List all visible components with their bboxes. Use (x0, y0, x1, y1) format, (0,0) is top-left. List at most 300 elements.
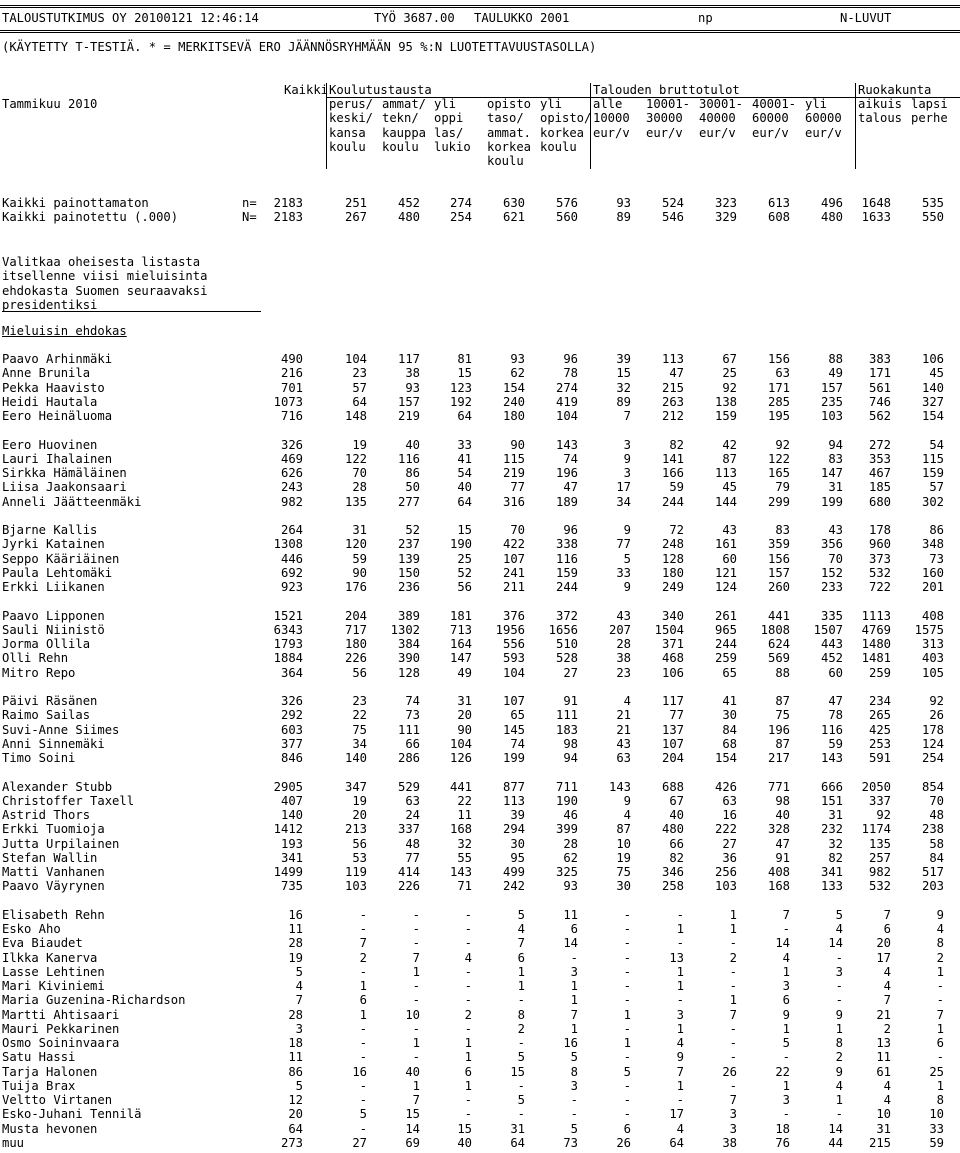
table-cell: 176 (344, 580, 367, 594)
candidate-name: Martti Ahtisaari (2, 1007, 120, 1022)
table-cell: 104 (502, 665, 525, 680)
table-cell: 9 (782, 1007, 790, 1022)
table-cell: 32 (616, 380, 631, 395)
table-cell: 1 (359, 1007, 367, 1022)
table-cell: 44 (828, 1135, 843, 1150)
table-cell: 70 (929, 793, 944, 808)
table-cell: 2 (464, 1007, 472, 1022)
table-cell: 1 (729, 993, 737, 1008)
table-cell: 98 (775, 793, 790, 808)
table-cell: 1656 (548, 622, 578, 637)
table-cell: 338 (555, 537, 578, 552)
table-cell: 14 (405, 1121, 420, 1136)
table-cell: 608 (767, 210, 790, 225)
table-cell: 3 (835, 964, 843, 979)
table-cell: 43 (828, 523, 843, 537)
table-cell: 5 (782, 1036, 790, 1050)
table-cell: 25 (457, 551, 472, 566)
candidate-name: Paula Lehtomäki (2, 565, 113, 580)
table-cell: 11 (288, 922, 303, 936)
table-cell: - (729, 964, 737, 979)
column-header-line: kauppa (382, 125, 427, 140)
table-cell: 77 (510, 480, 525, 495)
table-cell: 5 (359, 1107, 367, 1122)
table-cell: 8 (936, 1093, 944, 1107)
column-header-line: keski/ (329, 111, 374, 126)
table-cell: 65 (510, 708, 525, 723)
table-cell: 9 (623, 793, 631, 808)
table-cell: 10 (876, 1107, 891, 1122)
table-cell: 6 (883, 922, 891, 936)
table-cell: 9 (676, 1050, 684, 1065)
table-cell: 613 (767, 196, 790, 210)
table-cell: 168 (767, 879, 790, 894)
table-cell: 103 (820, 409, 843, 423)
table-cell: 14 (828, 1121, 843, 1136)
table-cell: 248 (661, 537, 684, 552)
table-cell: 240 (502, 394, 525, 409)
table-cell: 326 (280, 437, 303, 452)
table-cell: 480 (820, 210, 843, 225)
column-header-line: 60000 (805, 111, 842, 126)
table-cell: 73 (929, 551, 944, 566)
equals-rule-top (0, 5, 960, 8)
table-cell: 60 (828, 665, 843, 680)
group-talouden-bruttotulot: Talouden bruttotulot (593, 83, 740, 97)
table-cell: 22 (775, 1064, 790, 1079)
candidate-name: Eva Biaudet (2, 936, 83, 951)
table-cell: 7 (676, 1064, 684, 1079)
table-cell: 157 (820, 380, 843, 395)
table-cell: 83 (775, 523, 790, 537)
kaikki-header: Kaikki (284, 83, 329, 97)
table-cell: - (570, 1107, 578, 1122)
table-cell: 1 (782, 1078, 790, 1093)
table-cell: 126 (449, 751, 472, 765)
table-cell: - (464, 1021, 472, 1036)
table-cell: 1 (412, 1078, 420, 1093)
table-cell: 23 (352, 366, 367, 381)
table-cell: - (623, 964, 631, 979)
candidate-name: Paavo Lipponen (2, 608, 105, 623)
candidate-name: Pekka Haavisto (2, 380, 105, 395)
table-cell: 441 (449, 779, 472, 794)
table-cell: 150 (397, 565, 420, 580)
table-cell: 233 (820, 580, 843, 594)
candidate-name: Christoffer Taxell (2, 793, 135, 808)
table-cell: 717 (344, 622, 367, 637)
candidate-name: Esko Aho (2, 922, 61, 936)
table-cell: 12 (288, 1093, 303, 1107)
table-cell: 90 (510, 437, 525, 452)
table-cell: 140 (921, 380, 944, 395)
table-cell: 353 (868, 451, 891, 466)
table-cell: 8 (835, 1036, 843, 1050)
candidate-name: Mitro Repo (2, 665, 76, 680)
table-cell: 341 (820, 865, 843, 879)
table-cell: - (412, 922, 420, 936)
table-cell: 316 (502, 494, 525, 509)
table-cell: 241 (502, 565, 525, 580)
table-cell: 105 (921, 665, 944, 680)
table-cell: 171 (767, 380, 790, 395)
header-separator (326, 83, 327, 169)
table-cell: 74 (510, 736, 525, 751)
table-cell: 45 (722, 480, 737, 495)
candidate-name: Jutta Urpilainen (2, 836, 120, 851)
table-cell: 41 (722, 694, 737, 708)
table-cell: 576 (555, 196, 578, 210)
table-cell: 323 (714, 196, 737, 210)
table-cell: 285 (767, 394, 790, 409)
table-cell: - (623, 936, 631, 951)
table-cell: 189 (555, 494, 578, 509)
table-cell: 4 (676, 1036, 684, 1050)
table-cell: 5 (517, 1050, 525, 1065)
table-cell: 235 (820, 394, 843, 409)
table-cell: 122 (344, 451, 367, 466)
table-cell: - (782, 1050, 790, 1065)
table-cell: 43 (616, 608, 631, 623)
table-cell: 272 (868, 437, 891, 452)
candidate-name: Bjarne Kallis (2, 523, 98, 537)
table-cell: 33 (616, 565, 631, 580)
table-cell: 1884 (273, 651, 303, 666)
table-cell: 90 (352, 565, 367, 580)
table-cell: 11 (457, 808, 472, 822)
table-cell: - (517, 1078, 525, 1093)
table-cell: 1 (782, 964, 790, 979)
table-cell: 347 (344, 779, 367, 794)
table-cell: 1507 (813, 622, 843, 637)
table-cell: 4 (782, 950, 790, 965)
table-cell: 1 (623, 1007, 631, 1022)
table-cell: - (412, 1021, 420, 1036)
table-cell: 34 (352, 736, 367, 751)
table-cell: 32 (828, 836, 843, 851)
table-cell: 1 (676, 979, 684, 993)
table-cell: 1 (464, 1050, 472, 1065)
column-header-line: koulu (329, 139, 366, 154)
table-cell: 14 (775, 936, 790, 951)
table-cell: 137 (661, 722, 684, 737)
table-cell: 140 (344, 751, 367, 765)
table-cell: 965 (714, 622, 737, 637)
table-cell: 7 (623, 409, 631, 423)
column-header-line: eur/v (805, 125, 842, 140)
table-cell: 72 (669, 523, 684, 537)
table-cell: 6343 (273, 622, 303, 637)
column-header-line: eur/v (752, 125, 789, 140)
table-cell: 92 (929, 694, 944, 708)
table-cell: 77 (616, 537, 631, 552)
table-cell: 1 (517, 964, 525, 979)
table-cell: 713 (449, 622, 472, 637)
table-cell: 701 (280, 380, 303, 395)
table-cell: 2183 (273, 196, 303, 210)
column-header-line: korkea (487, 139, 532, 154)
candidate-name: Eero Heinäluoma (2, 409, 113, 423)
candidate-name: Erkki Liikanen (2, 580, 105, 594)
table-cell: - (464, 993, 472, 1008)
table-cell: 34 (616, 494, 631, 509)
table-cell: 23 (616, 665, 631, 680)
table-cell: 399 (555, 822, 578, 837)
table-cell: 33 (929, 1121, 944, 1136)
table-cell: 31 (876, 1121, 891, 1136)
table-cell: 8 (570, 1064, 578, 1079)
candidate-name: Heidi Hautala (2, 394, 98, 409)
candidate-name: Maria Guzenina-Richardson (2, 993, 186, 1008)
table-cell: 535 (921, 196, 944, 210)
question-text: ehdokasta Suomen seuraavaksi (2, 283, 208, 298)
candidate-name: Liisa Jaakonsaari (2, 480, 127, 495)
table-cell: 373 (868, 551, 891, 566)
table-cell: 84 (722, 722, 737, 737)
table-cell: 408 (767, 865, 790, 879)
table-cell: 5 (295, 1078, 303, 1093)
table-cell: 139 (397, 551, 420, 566)
table-cell: 3 (782, 1093, 790, 1107)
table-cell: - (464, 907, 472, 922)
table-cell: 6 (623, 1121, 631, 1136)
table-cell: 216 (280, 366, 303, 381)
table-cell: 253 (868, 736, 891, 751)
table-cell: - (936, 1050, 944, 1065)
table-cell: 27 (352, 1135, 367, 1150)
table-cell: 5 (835, 907, 843, 922)
table-cell: 408 (921, 608, 944, 623)
table-cell: - (676, 907, 684, 922)
table-cell: 1575 (914, 622, 944, 637)
table-cell: 63 (775, 366, 790, 381)
table-cell: 117 (661, 694, 684, 708)
table-cell: - (412, 993, 420, 1008)
table-cell: 2 (936, 950, 944, 965)
column-header-line: opisto/ (540, 111, 592, 126)
table-cell: 490 (280, 352, 303, 366)
column-header-line: kansa (329, 125, 366, 140)
table-cell: 83 (828, 451, 843, 466)
table-cell: 135 (344, 494, 367, 509)
table-cell: 193 (280, 836, 303, 851)
table-cell: 40 (775, 808, 790, 822)
table-cell: 77 (405, 850, 420, 865)
table-cell: 21 (876, 1007, 891, 1022)
table-cell: - (676, 1093, 684, 1107)
table-cell: 74 (563, 451, 578, 466)
table-cell: - (729, 936, 737, 951)
table-cell: 89 (616, 210, 631, 225)
test-note: (KÄYTETTY T-TESTIÄ. * = MERKITSEVÄ ERO JÄÄNNÖSRYHMÄÄN 95 %:N LUOTETTAVUUSTASOLLA) (2, 40, 597, 54)
table-cell: 204 (344, 608, 367, 623)
candidate-name: Sirkka Hämäläinen (2, 466, 127, 480)
table-cell: 28 (616, 637, 631, 651)
table-cell: 20 (876, 936, 891, 951)
table-cell: 143 (820, 751, 843, 765)
table-cell: 254 (921, 751, 944, 765)
table-cell: 256 (714, 865, 737, 879)
table-cell: 168 (449, 822, 472, 837)
table-cell: 73 (563, 1135, 578, 1150)
table-cell: 356 (820, 537, 843, 552)
table-cell: 82 (669, 437, 684, 452)
table-cell: - (623, 1050, 631, 1065)
table-cell: 390 (397, 651, 420, 666)
table-cell: 3 (295, 1021, 303, 1036)
column-header-line: koulu (540, 139, 577, 154)
table-cell: - (359, 1078, 367, 1093)
table-cell: - (676, 936, 684, 951)
table-cell: 5 (570, 1050, 578, 1065)
table-cell: 621 (502, 210, 525, 225)
table-cell: 49 (828, 366, 843, 381)
table-cell: 25 (722, 366, 737, 381)
table-cell: 121 (714, 565, 737, 580)
table-cell: 5 (517, 907, 525, 922)
table-cell: - (623, 1093, 631, 1107)
table-cell: 116 (397, 451, 420, 466)
table-cell: 226 (397, 879, 420, 894)
table-cell: 348 (921, 537, 944, 552)
table-cell: 16 (352, 1064, 367, 1079)
table-cell: 30 (510, 836, 525, 851)
column-header-line: ammat/ (382, 97, 427, 111)
table-cell: 7 (782, 907, 790, 922)
table-cell: 71 (457, 879, 472, 894)
table-cell: 166 (661, 466, 684, 480)
table-cell: 603 (280, 722, 303, 737)
table-cell: 28 (288, 1007, 303, 1022)
question-text: itsellenne viisi mieluisinta (2, 269, 208, 284)
table-cell: 96 (563, 523, 578, 537)
table-cell: 7 (729, 1093, 737, 1107)
table-cell: 67 (669, 793, 684, 808)
table-cell: 1 (835, 1021, 843, 1036)
table-cell: 1 (412, 1036, 420, 1050)
table-cell: 328 (767, 822, 790, 837)
table-cell: 113 (502, 793, 525, 808)
table-cell: 1 (412, 964, 420, 979)
table-cell: 1481 (861, 651, 891, 666)
table-cell: 181 (449, 608, 472, 623)
table-cell: 258 (661, 879, 684, 894)
table-cell: 40 (405, 1064, 420, 1079)
table-cell: 196 (767, 722, 790, 737)
table-cell: 122 (767, 451, 790, 466)
table-cell: - (517, 1107, 525, 1122)
table-cell: 3 (570, 964, 578, 979)
table-cell: 4 (835, 922, 843, 936)
table-cell: 106 (921, 352, 944, 366)
table-cell: 195 (767, 409, 790, 423)
table-cell: 6 (782, 993, 790, 1008)
table-cell: 234 (868, 694, 891, 708)
group-ruokakunta: Ruokakunta (858, 83, 932, 97)
column-header-line: oppi (434, 111, 464, 126)
column-header-line: eur/v (699, 125, 736, 140)
table-cell: 63 (616, 751, 631, 765)
table-cell: 57 (352, 380, 367, 395)
table-cell: 154 (502, 380, 525, 395)
table-cell: 383 (868, 352, 891, 366)
table-cell: - (359, 907, 367, 922)
table-cell: 138 (714, 394, 737, 409)
table-cell: - (729, 1050, 737, 1065)
table-cell: 261 (714, 608, 737, 623)
table-cell: 141 (661, 451, 684, 466)
table-cell: 64 (457, 409, 472, 423)
table-cell: 8 (517, 1007, 525, 1022)
table-cell: 7 (412, 950, 420, 965)
table-cell: 59 (352, 551, 367, 566)
table-cell: 116 (555, 551, 578, 566)
table-cell: 133 (820, 879, 843, 894)
table-cell: 1 (464, 1036, 472, 1050)
table-cell: 11 (563, 907, 578, 922)
table-cell: 61 (876, 1064, 891, 1079)
table-cell: 294 (502, 822, 525, 837)
table-cell: - (623, 979, 631, 993)
table-cell: 1 (782, 1021, 790, 1036)
equals-rule-bottom (0, 30, 960, 33)
table-cell: 6 (359, 993, 367, 1008)
table-cell: 94 (828, 437, 843, 452)
candidate-name: Mauri Pekkarinen (2, 1021, 120, 1036)
table-cell: 9 (623, 523, 631, 537)
candidate-name: Tuija Brax (2, 1078, 76, 1093)
table-cell: 4 (623, 694, 631, 708)
subheading: Mieluisin ehdokas (2, 324, 127, 338)
table-cell: 9 (623, 580, 631, 594)
table-cell: 711 (555, 779, 578, 794)
table-cell: 73 (405, 708, 420, 723)
candidate-name: Stefan Wallin (2, 850, 98, 865)
table-cell: 10 (405, 1007, 420, 1022)
table-cell: 419 (555, 394, 578, 409)
table-cell: 87 (775, 736, 790, 751)
table-cell: 171 (868, 366, 891, 381)
candidate-name: Osmo Soininvaara (2, 1036, 120, 1050)
table-cell: 517 (921, 865, 944, 879)
column-header-line: 30001- (699, 97, 744, 111)
table-cell: 93 (405, 380, 420, 395)
column-header-line: perus/ (329, 97, 374, 111)
table-cell: - (517, 1036, 525, 1050)
table-cell: 9 (835, 1064, 843, 1079)
table-cell: 443 (820, 637, 843, 651)
table-cell: 92 (722, 380, 737, 395)
table-cell: 103 (714, 879, 737, 894)
table-cell: 2905 (273, 779, 303, 794)
table-cell: 215 (661, 380, 684, 395)
table-cell: 10 (616, 836, 631, 851)
table-cell: 1 (835, 1093, 843, 1107)
table-cell: 47 (669, 366, 684, 381)
table-cell: 52 (457, 565, 472, 580)
table-cell: 469 (280, 451, 303, 466)
table-cell: 550 (921, 210, 944, 225)
table-cell: 359 (767, 537, 790, 552)
table-cell: 56 (457, 580, 472, 594)
table-cell: - (623, 1107, 631, 1122)
table-cell: 1633 (861, 210, 891, 225)
table-cell: 13 (669, 950, 684, 965)
table-cell: 630 (502, 196, 525, 210)
column-header-line: alle (593, 97, 623, 111)
table-cell: 4 (517, 922, 525, 936)
table-cell: 237 (397, 537, 420, 552)
